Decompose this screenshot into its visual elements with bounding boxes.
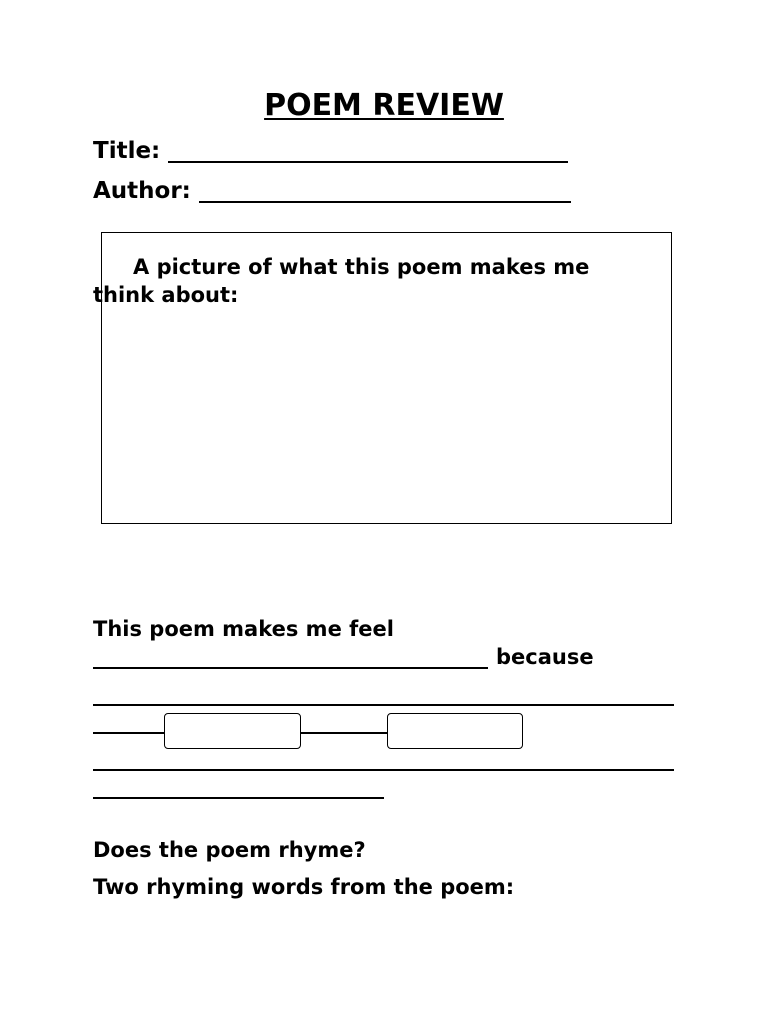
rhyme-question: Does the poem rhyme? — [93, 838, 366, 862]
answer-box-2[interactable] — [387, 713, 523, 749]
title-field-row — [93, 136, 568, 166]
because-label: because — [496, 645, 594, 669]
feel-prompt: This poem makes me feel — [93, 617, 394, 641]
answer-box-1[interactable] — [164, 713, 301, 749]
author-blank-line[interactable] — [199, 179, 571, 203]
rhyming-words-prompt: Two rhyming words from the poem: — [93, 875, 515, 899]
answer-line-2-segment-a[interactable] — [93, 732, 165, 734]
answer-line-1[interactable] — [93, 704, 674, 706]
title-blank-line[interactable] — [168, 139, 568, 163]
author-label: Author: — [93, 178, 191, 204]
title-label: Title: — [93, 138, 161, 164]
answer-line-2-segment-b[interactable] — [301, 732, 387, 734]
answer-line-3[interactable] — [93, 769, 674, 771]
answer-line-4[interactable] — [93, 797, 384, 799]
worksheet-title: POEM REVIEW — [264, 88, 504, 123]
because-row — [93, 643, 594, 671]
author-field-row — [93, 176, 571, 206]
feeling-blank-line[interactable] — [93, 645, 488, 669]
picture-prompt: A picture of what this poem makes me think about: — [93, 255, 590, 307]
